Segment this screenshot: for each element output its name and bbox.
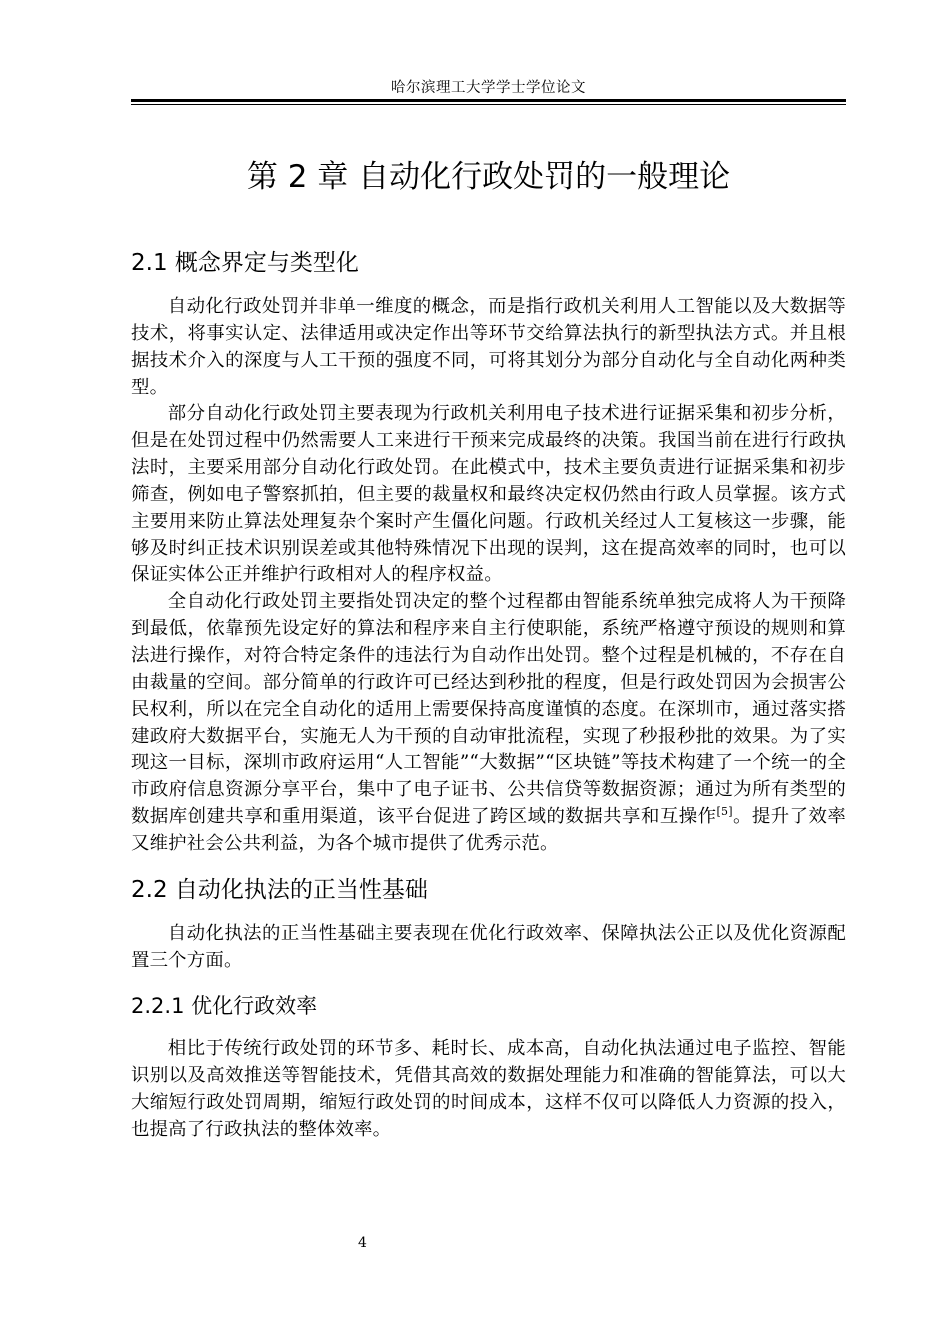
running-header: 哈尔滨理工大学学士学位论文 [391, 80, 586, 96]
paragraph-text: 全自动化行政处罚主要指处罚决定的整个过程都由智能系统单独完成将人为干预降到最低，依靠预先设定好的算法和程序来自主行使职能，系统严格遵守预设的规则和算法进行操作，对符合特定条件的违法行为自动作出处罚。整个过程是机械的，不存在自由裁量的空间。部分简单的行政许可已经达到秒批的程度，但是行政处罚因为会损害公民权利，所以在完全自动化的适用上需要保持高度谨慎的态度。在深圳市，通过落实搭建政府大数据平台，实施无人为干预的自动审批流程，实现了秒报秒批的效果。为了实现这一目标，深圳市政府运用“人工智能”“大数据”“区块链”等技术构建了一个统一的全市政府信息资源分享平台，集中了电子证书、公共信贷等数据资源；通过为所有类型的数据库创建共享和重用渠道，该平台促进了跨区域的数据共享和互操作 [131, 591, 846, 828]
paragraph: 相比于传统行政处罚的环节多、耗时长、成本高，自动化执法通过电子监控、智能识别以及高效推送等智能技术，凭借其高效的数据处理能力和准确的智能算法，可以大大缩短行政处罚周期，缩短行政处罚的时间成本，这样不仅可以降低人力资源的投入，也提高了行政执法的整体效率。 [131, 1038, 846, 1140]
section-heading-2-1: 2.1 概念界定与类型化 [131, 250, 359, 276]
header-rule-thick [131, 99, 846, 102]
section-heading-2-2: 2.2 自动化执法的正当性基础 [131, 876, 428, 903]
paragraph: 自动化执法的正当性基础主要表现在优化行政效率、保障执法公正以及优化资源配置三个方面。 [131, 922, 846, 971]
page-body [131, 150, 846, 1144]
paragraph: 部分自动化行政处罚主要表现为行政机关利用电子技术进行证据采集和初步分析，但是在处罚过程中仍然需要人工来进行干预来完成最终的决策。我国当前在进行行政执法时，主要采用部分自动化行政处罚。在此模式中，技术主要负责进行证据采集和初步筛查，例如电子警察抓拍，但主要的裁量权和最终决定权仍然由行政人员掌握。该方式主要用来防止算法处理复杂个案时产生僵化问题。行政机关经过人工复核这一步骤，能够及时纠正技术识别误差或其他特殊情况下出现的误判，这在提高效率的同时，也可以保证实体公正并维护行政相对人的程序权益。 [131, 403, 846, 586]
header-rule-thin [131, 104, 846, 105]
paragraph-text-tail: 。提升了效率又维护社会公共利益，为各个城市提供了优秀示范。 [131, 806, 847, 854]
subsection-heading-2-2-1: 2.2.1 优化行政效率 [131, 994, 318, 1019]
citation-marker: [5] [716, 804, 733, 818]
page-number: 4 [358, 1235, 367, 1251]
chapter-title: 第 2 章 自动化行政处罚的一般理论 [246, 159, 731, 195]
paragraph: 自动化行政处罚并非单一维度的概念，而是指行政机关利用人工智能以及大数据等技术，将事实认定、法律适用或决定作出等环节交给算法执行的新型执法方式。并且根据技术介入的深度与人工干预的强度不同，可将其划分为部分自动化与全自动化两种类型。 [131, 296, 846, 398]
paragraph [131, 589, 846, 857]
